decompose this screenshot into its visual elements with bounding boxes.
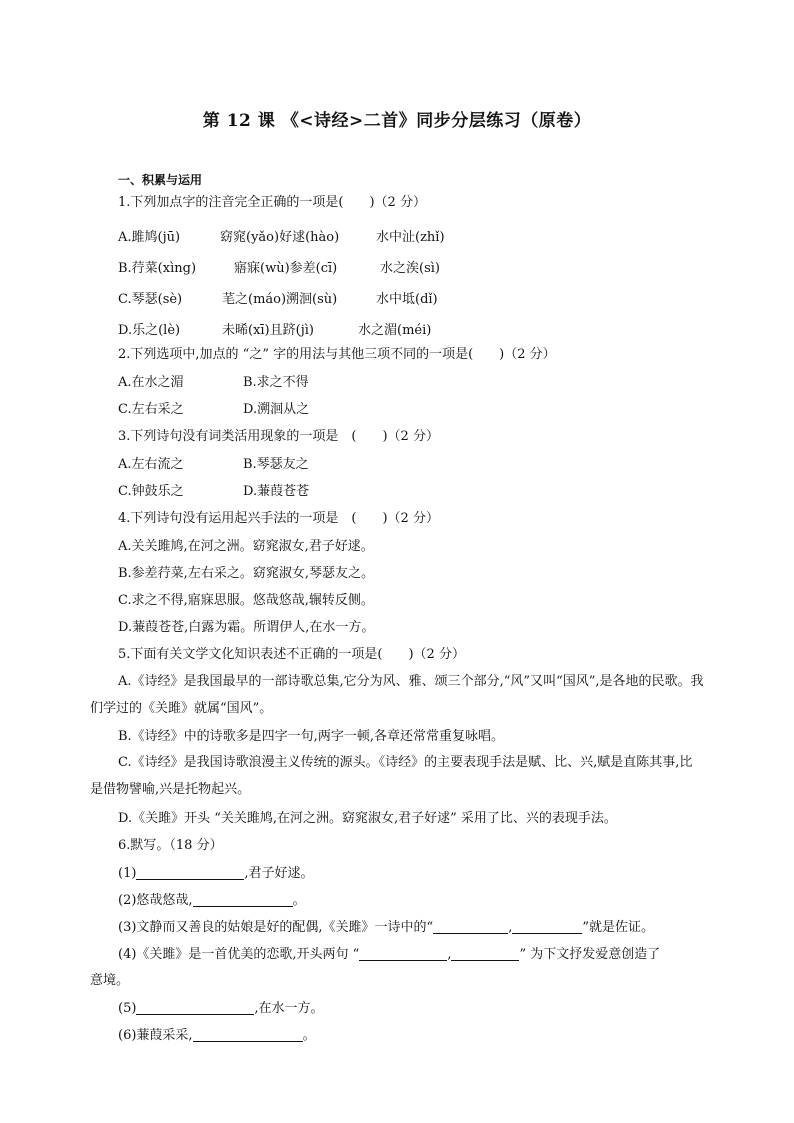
question-5-option-b: B.《诗经》中的诗歌多是四字一句,两字一顿,各章还常常重复咏唱。 [118,729,504,744]
question-6-stem: 6.默写。（18 分） [118,838,223,853]
item-text: ,君子好逑。 [244,866,314,881]
dictation-item-5 [118,1001,324,1015]
option-part: B.求之不得 [243,375,309,390]
item-label: (1) [118,866,137,881]
item-text: 。 [302,1028,316,1043]
dictation-item-4-continued: 意境。 [90,973,130,988]
option-part: 水中沚(zhǐ) [376,230,445,245]
question-4-option-b: B.参差荇菜,左右采之。窈窕淑女,琴瑟友之。 [118,566,374,581]
option-part: 芼之(máo)溯洄(sù) [222,292,338,307]
dictation-item-3 [118,920,654,934]
answer-blank[interactable] [193,893,293,907]
item-label: (2)悠哉悠哉, [118,893,193,908]
question-1-option-b [118,262,440,275]
item-text: ,在水一方。 [254,1001,324,1016]
question-4-option-a: A.关关雎鸠,在河之洲。窈窕淑女,君子好逑。 [118,539,374,554]
question-3-options-row-2 [118,485,309,498]
question-2-stem: 2.下列选项中,加点的 “之” 字的用法与其他三项不同的一项是( )（2 分） [118,347,556,362]
answer-blank[interactable] [451,947,519,961]
question-1-option-d [118,324,431,337]
option-part: 水之涘(sì) [380,261,440,276]
option-part: C.钟鼓乐之 [118,484,184,499]
item-text: (4)《关雎》是一首优美的恋歌,开头两句 “ [118,947,360,962]
option-part: B.琴瑟友之 [243,457,309,472]
option-part: 窈窕(yǎo)好逑(hào) [220,230,340,245]
question-2-options-row-1 [118,376,309,389]
question-5-option-c: C.《诗经》是我国诗歌浪漫主义传统的源头。《诗经》的主要表现手法是赋、比、兴,赋是直陈其事,比是借物譬喻,兴是托物起兴。 [90,755,693,797]
option-part: D.溯洄从之 [243,402,310,417]
dictation-item-6 [118,1028,316,1042]
question-2-options-row-2 [118,403,309,416]
item-label: (5) [118,1001,137,1016]
answer-blank[interactable] [193,1028,303,1042]
option-part: 寤寐(wù)参差(cī) [234,261,338,276]
question-4-stem: 4.下列诗句没有运用起兴手法的一项是 ( )（2 分） [118,511,439,526]
question-3-stem: 3.下列诗句没有词类活用现象的一项是 ( )（2 分） [118,429,439,444]
question-3-options-row-1 [118,458,309,471]
answer-blank[interactable] [433,920,508,934]
item-text: ” 为下文抒发爱意创造了 [519,947,661,962]
option-part: B.荇菜(xìng) [118,261,197,276]
item-text: (3)文静而又善良的姑娘是好的配偶,《关雎》一诗中的“ [118,920,434,935]
question-1-option-c [118,293,438,306]
option-part: 水中坻(dǐ) [376,292,438,307]
question-4-option-c: C.求之不得,寤寐思服。悠哉悠哉,辗转反侧。 [118,593,374,608]
option-part: A.雎鸠(jū) [118,230,181,245]
item-text: (6)蒹葭采采, [118,1028,193,1043]
option-part: C.左右采之 [118,402,184,417]
question-5-option-a: A.《诗经》是我国最早的一部诗歌总集,它分为风、雅、颂三个部分,“风”又叫“国风”,是各地的民歌。我们学过的《关雎》就属“国风”。 [90,674,704,716]
option-part: D.乐之(lè) [118,323,181,338]
option-part: 未晞(xī)且跻(jì) [222,323,314,338]
question-5-stem: 5.下面有关文学文化知识表述不正确的一项是( )（2 分） [118,647,465,662]
item-text: ”就是佐证。 [582,920,654,935]
answer-blank[interactable] [136,1001,254,1015]
option-part: D.蒹葭苍苍 [243,484,310,499]
answer-blank[interactable] [136,866,244,880]
dictation-item-1 [118,866,314,880]
answer-blank[interactable] [359,947,447,961]
page-title: 第 12 课 《<诗经>二首》同步分层练习（原卷） [202,111,592,131]
answer-blank[interactable] [512,920,582,934]
option-part: A.左右流之 [118,457,184,472]
dictation-item-2 [118,893,306,907]
item-text: , [508,920,513,935]
dictation-item-4 [118,947,660,961]
option-part: 水之湄(méi) [358,323,432,338]
question-1-stem: 1.下列加点字的注音完全正确的一项是( )（2 分） [118,195,426,210]
section-heading: 一、积累与运用 [118,173,203,187]
item-text: 。 [292,893,306,908]
option-part: A.在水之湄 [118,375,184,390]
item-text: , [447,947,452,962]
question-1-option-a [118,231,445,244]
option-part: C.琴瑟(sè) [118,292,183,307]
question-5-option-d: D.《关雎》开头 “关关雎鸠,在河之洲。窈窕淑女,君子好逑” 采用了比、兴的表现手法。 [118,811,617,826]
question-4-option-d: D.蒹葭苍苍,白露为霜。所谓伊人,在水一方。 [118,620,375,635]
